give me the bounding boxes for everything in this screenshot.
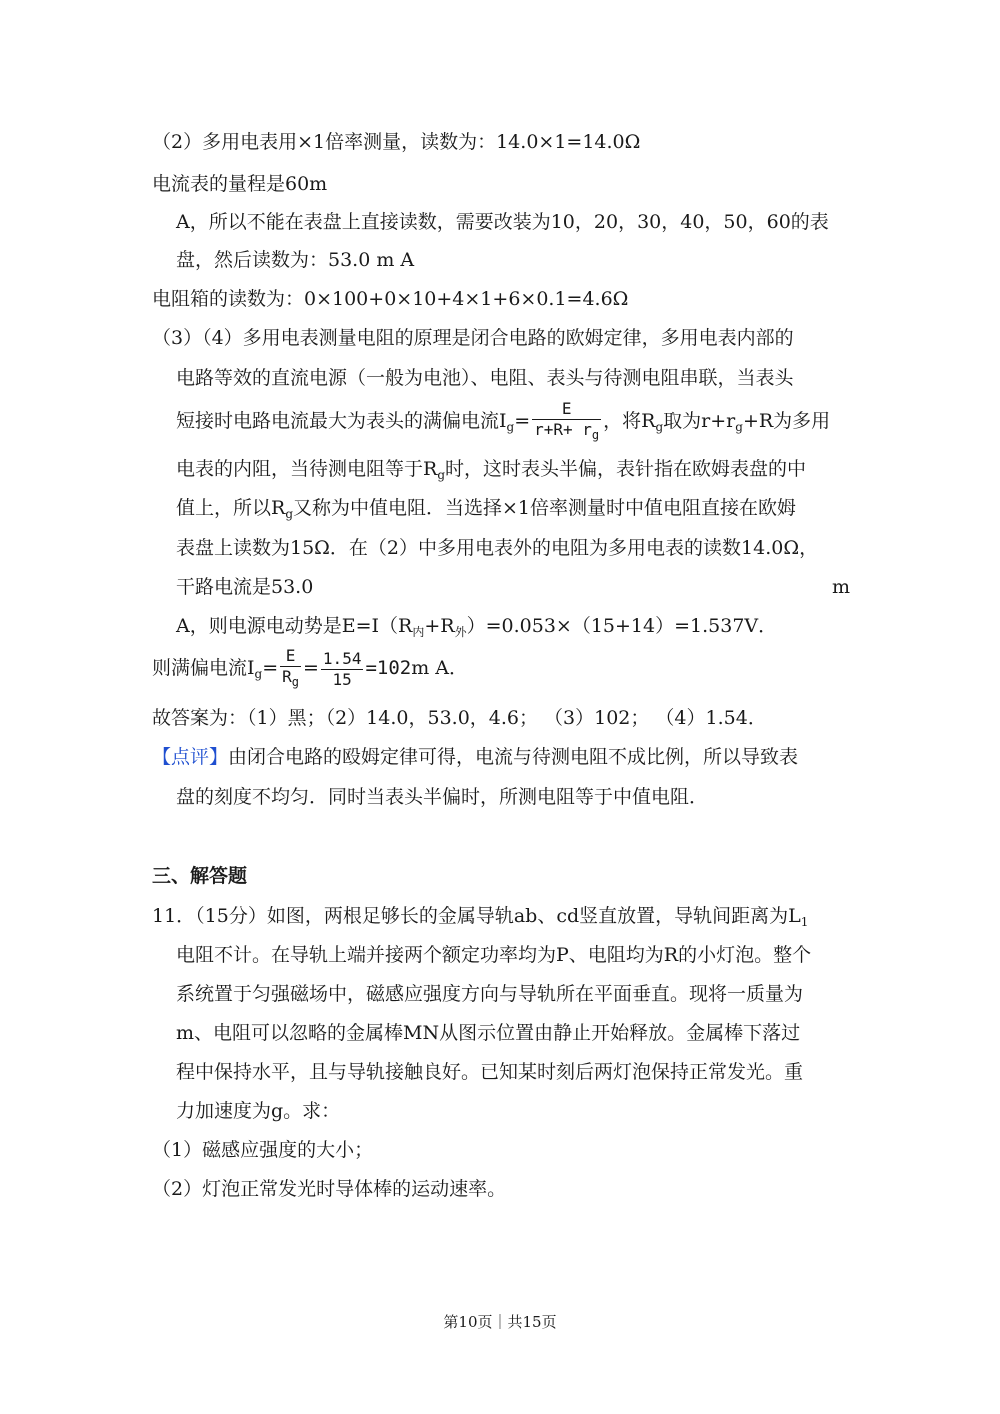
fraction-ig [532, 399, 601, 445]
q11-line1-text: 11．（15分）如图，两根足够长的金属导轨ab、cd竖直放置，导轨间距离为L [152, 905, 801, 927]
q11-line5: 程中保持水平，且与导轨接触良好。已知某时刻后两灯泡保持正常发光。重 [176, 1061, 804, 1083]
p2-line3: A，所以不能在表盘上直接读数，需要改装为10，20，30，40，50，60的表 [176, 211, 829, 233]
p2-line2: 电流表的量程是60m [152, 173, 328, 195]
p34-line5 [176, 496, 796, 526]
q11-sub2: （2）灯泡正常发光时导体棒的运动速率。 [152, 1178, 507, 1200]
sub-g: g [655, 420, 664, 434]
fraction-numerator: E [280, 646, 301, 667]
q11-line2: 电阻不计。在导轨上端并接两个额定功率均为P、电阻均为R的小灯泡。整个 [176, 944, 812, 966]
p34-line2: 电路等效的直流电源（一般为电池）、电阻、表头与待测电阻串联，当表头 [176, 367, 794, 389]
p34-line7a: 干路电流是53.0 [176, 576, 314, 598]
sub-g: g [591, 428, 600, 442]
fraction-denominator [280, 667, 301, 692]
comment-line1 [152, 745, 798, 769]
sub-wai: 外 [454, 625, 467, 639]
fraction-numerator: 1.54 [322, 648, 362, 668]
sub-g: g [506, 420, 515, 434]
p34-line4 [176, 457, 806, 487]
sub-g: g [735, 420, 743, 434]
comment-tag: 【点评】 [152, 746, 229, 768]
p34-line3-text-b: ，将R [603, 410, 656, 432]
equals: = [514, 410, 531, 432]
sub-g: g [437, 468, 445, 482]
p2-line1: （2）多用电表用×1倍率测量，读数为：14.0×1=14.0Ω [152, 131, 641, 153]
q11-line3: 系统置于匀强磁场中，磁感应强度方向与导轨所在平面垂直。现将一质量为 [176, 983, 804, 1005]
p34-line3-text-d: +R为多用 [742, 410, 831, 432]
p34-line6: 表盘上读数为15Ω．在（2）中多用电表外的电阻为多用电表的读数14.0Ω， [176, 537, 819, 559]
p34-line9-unit: m A． [411, 657, 468, 679]
sub-g: g [285, 507, 293, 521]
p34-line5-text-b: 又称为中值电阻．当选择×1倍率测量时中值电阻直接在欧姆 [293, 497, 797, 519]
fraction-numerator: E [532, 399, 601, 420]
answer-line: 故答案为：（1）黑；（2）14.0，53.0，4.6； （3）102； （4）1.54． [152, 707, 767, 729]
p34-line5-text-a: 值上，所以R [176, 497, 286, 519]
p34-line8 [176, 614, 777, 644]
page-footer: 第10页｜共15页 [443, 1313, 557, 1331]
p34-line4-text-b: 时，这时表头半偏，表针指在欧姆表盘的中 [445, 458, 807, 480]
q11-line1 [152, 904, 808, 934]
section-heading: 三、解答题 [152, 865, 248, 887]
den-text: r+R+ r [534, 420, 592, 439]
sub-nei: 内 [412, 625, 425, 639]
p34-line3 [176, 396, 830, 452]
comment-text: 由闭合电路的殴姆定律可得，电流与待测电阻不成比例，所以导致表 [228, 746, 799, 768]
fraction-value [321, 649, 364, 690]
den-text: R [282, 667, 292, 686]
q11-line6: 力加速度为g。求： [176, 1100, 341, 1122]
q11-sub1: （1）磁感应强度的大小； [152, 1139, 374, 1161]
p34-line9-result: =102 [365, 657, 412, 679]
equals: = [262, 657, 279, 679]
sub-1: 1 [800, 915, 809, 929]
sub-g: g [291, 675, 299, 689]
p34-line9 [152, 643, 468, 699]
p34-line3-text-c: 取为r+r [663, 410, 736, 432]
p34-line8-text-b: ）=0.053×（15+14）=1.537V． [466, 615, 778, 637]
p34-line3-text-a: 短接时电路电流最大为表头的满偏电流I [176, 410, 507, 432]
p34-line9-text-a: 则满偏电流I [152, 657, 255, 679]
p34-line1: （3）（4）多用电表测量电阻的原理是闭合电路的欧姆定律，多用电表内部的 [152, 327, 794, 349]
equals: = [303, 657, 319, 679]
plus-r: +R [424, 615, 455, 637]
p34-line4-text-a: 电表的内阻，当待测电阻等于R [176, 458, 438, 480]
fraction-e-rg [280, 646, 301, 692]
comment-line2: 盘的刻度不均匀．同时当表头半偏时，所测电阻等于中值电阻． [176, 786, 709, 808]
p34-line8-text-a: A，则电源电动势是E=I（R [176, 615, 413, 637]
fraction-denominator [532, 420, 601, 445]
p2-line5: 电阻箱的读数为：0×100+0×10+4×1+6×0.1=4.6Ω [152, 288, 629, 310]
sub-g: g [254, 667, 263, 681]
p34-line7b: m [832, 576, 851, 598]
p2-line4: 盘，然后读数为：53.0 m A [176, 249, 415, 271]
q11-line4: m、电阻可以忽略的金属棒MN从图示位置由静止开始释放。金属棒下落过 [176, 1022, 801, 1044]
fraction-denominator: 15 [332, 669, 352, 689]
